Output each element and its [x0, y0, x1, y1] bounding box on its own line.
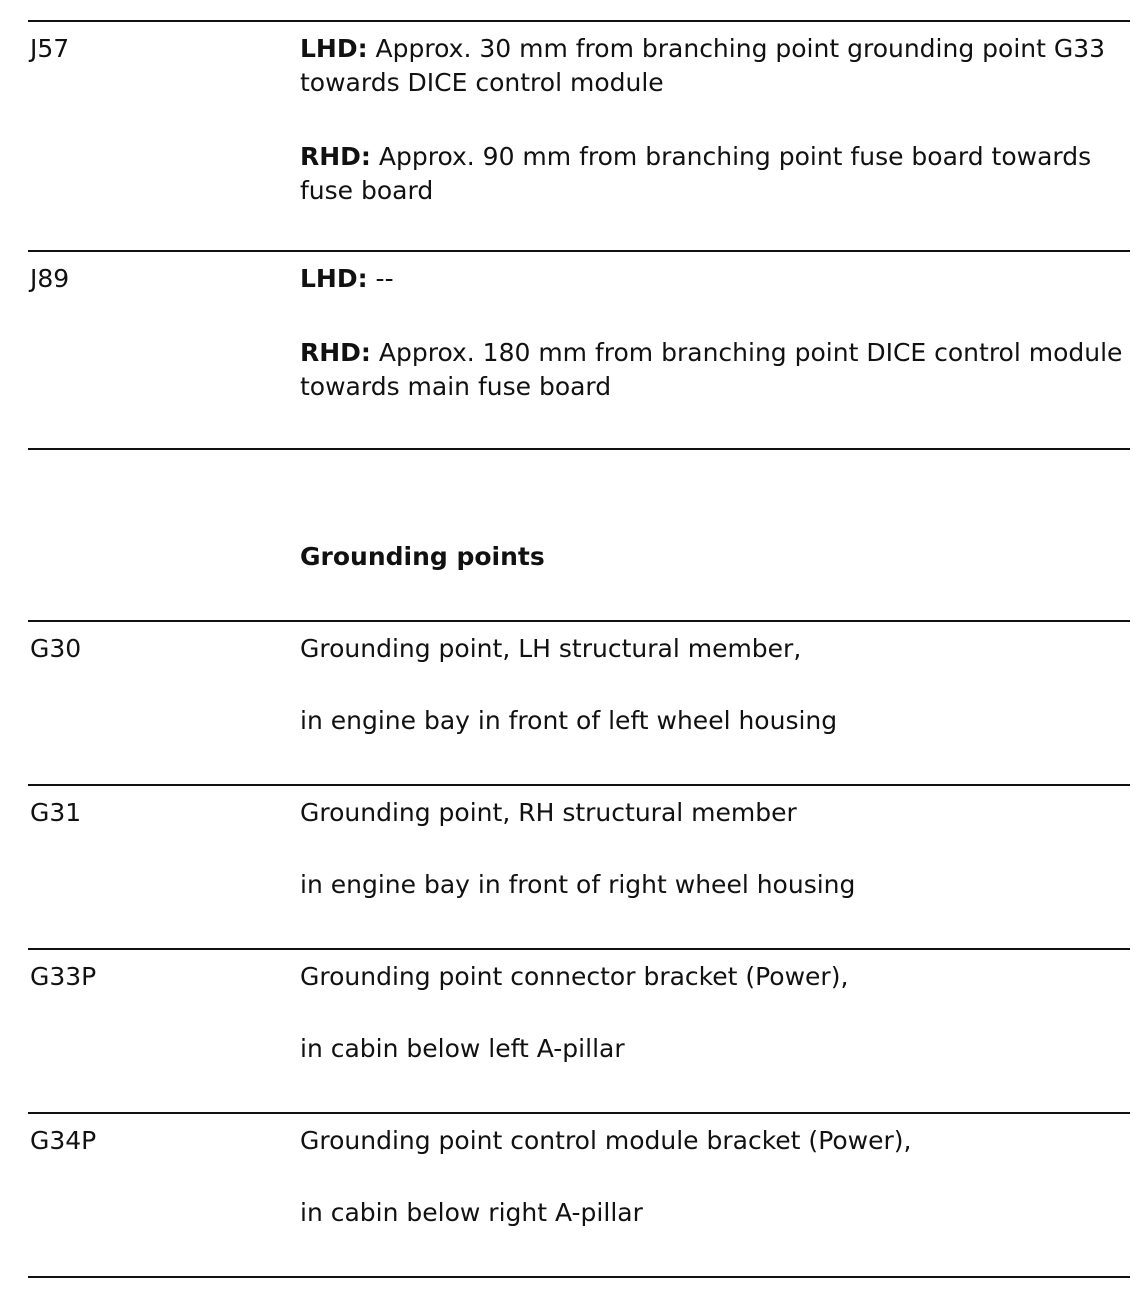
grounding-description-g34p	[300, 1124, 1130, 1230]
grounding-description-g33p	[300, 960, 1130, 1066]
lhd-location	[300, 32, 1130, 100]
rhd-label: RHD:	[300, 338, 371, 367]
grounding-line-1: Grounding point, RH structural member	[300, 798, 797, 827]
grounding-line-2: in cabin below right A-pillar	[300, 1198, 643, 1227]
lhd-text: --	[367, 264, 394, 293]
lhd-text: Approx. 30 mm from branching point grounding point G33 towards DICE control module	[300, 34, 1106, 97]
splice-description-j89	[300, 262, 1130, 404]
splice-description-j57	[300, 32, 1130, 208]
grounding-line-1: Grounding point connector bracket (Power),	[300, 962, 849, 991]
lhd-label: LHD:	[300, 264, 368, 293]
rhd-text: Approx. 180 mm from branching point DICE control module towards main fuse board	[300, 338, 1123, 401]
rhd-location	[300, 336, 1130, 404]
table-divider	[28, 1112, 1130, 1114]
table-divider	[28, 250, 1130, 252]
rhd-location	[300, 140, 1130, 208]
rhd-label: RHD:	[300, 142, 371, 171]
grounding-line-2: in engine bay in front of right wheel housing	[300, 870, 856, 899]
section-heading-grounding-points: Grounding points	[300, 542, 545, 571]
splice-code-j89: J89	[30, 264, 70, 293]
grounding-line-2: in engine bay in front of left wheel housing	[300, 706, 838, 735]
table-divider	[28, 620, 1130, 622]
table-divider	[28, 948, 1130, 950]
table-divider	[28, 20, 1130, 22]
grounding-line-1: Grounding point, LH structural member,	[300, 634, 802, 663]
grounding-description-g30	[300, 632, 1130, 738]
grounding-code-g34p: G34P	[30, 1126, 97, 1155]
grounding-description-g31	[300, 796, 1130, 902]
splice-code-j57: J57	[30, 34, 70, 63]
table-divider	[28, 1276, 1130, 1278]
grounding-code-g33p: G33P	[30, 962, 97, 991]
lhd-label: LHD:	[300, 34, 368, 63]
lhd-location	[300, 262, 1130, 296]
grounding-line-1: Grounding point control module bracket (Power),	[300, 1126, 912, 1155]
grounding-code-g30: G30	[30, 634, 82, 663]
table-divider	[28, 784, 1130, 786]
rhd-text: Approx. 90 mm from branching point fuse board towards fuse board	[300, 142, 1092, 205]
grounding-line-2: in cabin below left A-pillar	[300, 1034, 625, 1063]
table-divider	[28, 448, 1130, 450]
grounding-code-g31: G31	[30, 798, 82, 827]
